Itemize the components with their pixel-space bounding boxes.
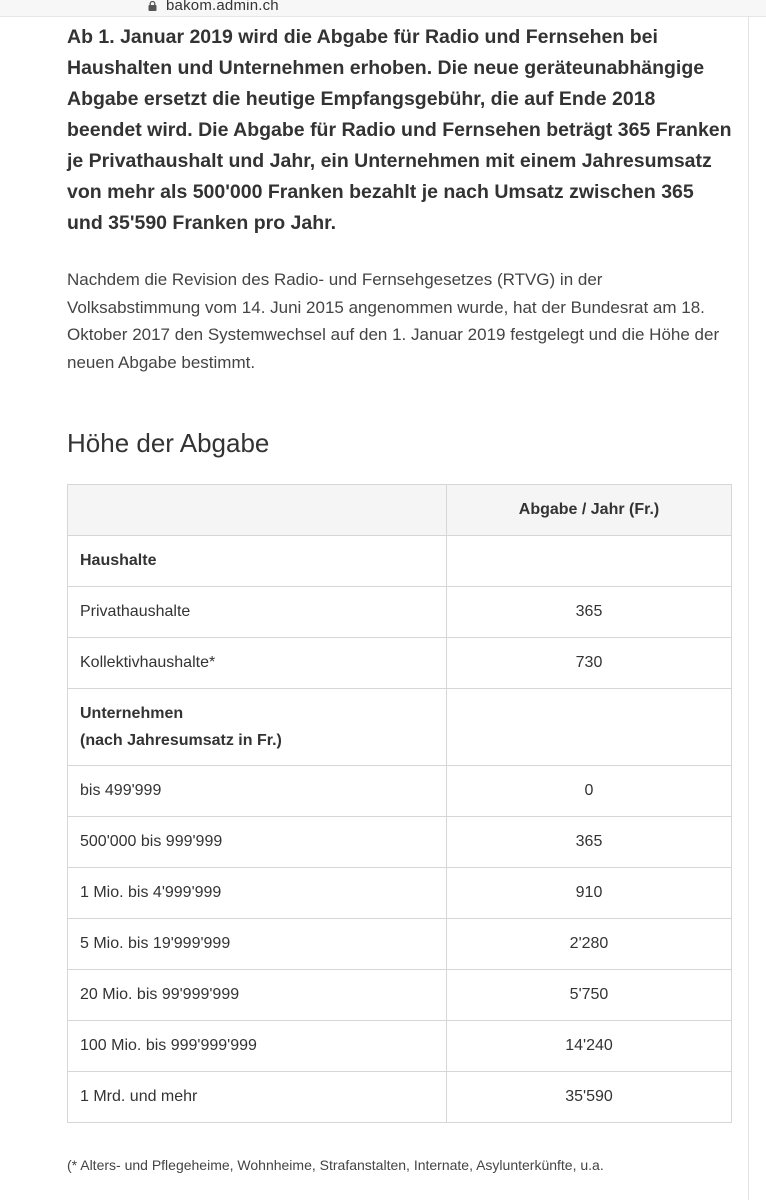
table-cell-value: 0: [447, 766, 732, 817]
fee-table: [67, 484, 732, 1123]
table-row: [68, 919, 732, 970]
table-cell-label: 100 Mio. bis 999'999'999: [68, 1021, 447, 1072]
table-cell-label: bis 499'999: [68, 766, 447, 817]
table-cell-value: 2'280: [447, 919, 732, 970]
footnote: (* Alters- und Pflegeheime, Wohnheime, Strafanstalten, Internate, Asylunterkünfte, u.a.: [67, 1157, 604, 1173]
table-cell-value: 730: [447, 638, 732, 689]
table-cell-label: 20 Mio. bis 99'999'999: [68, 970, 447, 1021]
table-row: [68, 587, 732, 638]
table-row-group-households: [68, 536, 732, 587]
browser-url-bar[interactable]: [0, 0, 766, 17]
table-header-fee: Abgabe / Jahr (Fr.): [447, 485, 732, 536]
section-heading: Höhe der Abgabe: [67, 428, 270, 458]
table-cell-value: [447, 689, 732, 766]
table-row: [68, 1021, 732, 1072]
table-cell-label: 5 Mio. bis 19'999'999: [68, 919, 447, 970]
table-cell-value: 5'750: [447, 970, 732, 1021]
table-cell-value: 365: [447, 587, 732, 638]
table-row: [68, 817, 732, 868]
table-row: [68, 868, 732, 919]
table-header-row: [68, 485, 732, 536]
page-border-line: [748, 16, 749, 1200]
table-header-category: [68, 485, 447, 536]
table-cell-value: 910: [447, 868, 732, 919]
table-cell-label: Haushalte: [68, 536, 447, 587]
table-row: [68, 766, 732, 817]
table-cell-label: [68, 689, 447, 766]
table-row: [68, 970, 732, 1021]
url-text[interactable]: bakom.admin.ch: [166, 0, 279, 14]
body-paragraph: Nachdem die Revision des Radio- und Fernsehgesetzes (RTVG) in der Volksabstimmung vom 14. Juni 2015 angenommen wurde, hat der Bundesrat am 18. Oktober 2017 den Systemwechsel auf den 1. Januar 2019 festgelegt und die Höhe der neuen Abgabe bestimmt.: [67, 270, 720, 372]
table-cell-value: [447, 536, 732, 587]
table-row: [68, 638, 732, 689]
table-cell-label: 1 Mio. bis 4'999'999: [68, 868, 447, 919]
table-cell-label: Privathaushalte: [68, 587, 447, 638]
group-subtitle: (nach Jahresumsatz in Fr.): [80, 732, 282, 749]
lock-icon: [148, 1, 157, 11]
table-cell-value: 35'590: [447, 1072, 732, 1123]
table-cell-value: 14'240: [447, 1021, 732, 1072]
table-cell-label: Kollektivhaushalte*: [68, 638, 447, 689]
table-row-group-companies: [68, 689, 732, 766]
table-cell-label: 500'000 bis 999'999: [68, 817, 447, 868]
lead-paragraph: Ab 1. Januar 2019 wird die Abgabe für Radio und Fernsehen bei Haushalten und Unternehmen erhoben. Die neue geräteunabhängige Abgabe ersetzt die heutige Empfangsgebühr, die auf Ende 2018 beendet wird. Die Abgabe für Radio und Fernsehen beträgt 365 Franken je Privathaushalt und Jahr, ein Unternehmen mit einem Jahresumsatz von mehr als 500'000 Franken bezahlt je nach Umsatz zwischen 365 und 35'590 Franken pro Jahr.: [67, 26, 732, 234]
table-row: [68, 1072, 732, 1123]
table-cell-label: 1 Mrd. und mehr: [68, 1072, 447, 1123]
article-content: [67, 22, 732, 1173]
group-title: Unternehmen: [80, 705, 184, 722]
table-cell-value: 365: [447, 817, 732, 868]
